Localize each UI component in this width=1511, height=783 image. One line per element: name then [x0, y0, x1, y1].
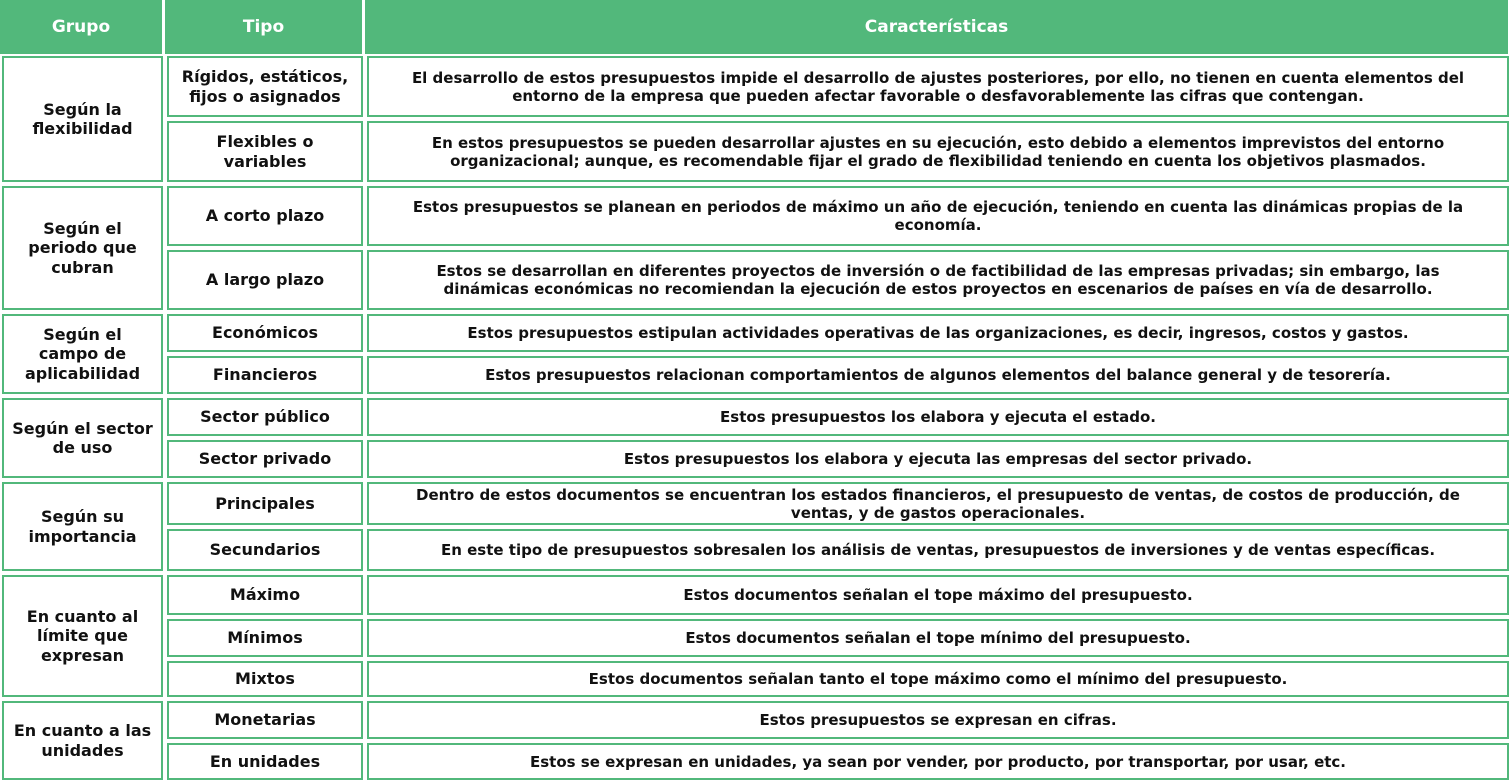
- group-cell: En cuanto a las unidades: [2, 701, 163, 780]
- group-cell: Según el campo de aplicabilidad: [2, 314, 163, 394]
- caracteristicas-cell: Estos presupuestos relacionan comportamientos de algunos elementos del balance general y de tesorería.: [367, 356, 1509, 394]
- tipo-cell: Financieros: [167, 356, 363, 394]
- caracteristicas-cell: Estos se desarrollan en diferentes proyectos de inversión o de factibilidad de las empresas privadas; sin embargo, las dinámicas económicas no recomiendan la ejecución de estos proyectos en escenarios de países en vía de desarrollo.: [367, 250, 1509, 310]
- tipo-cell: Sector privado: [167, 440, 363, 478]
- tipo-cell: Principales: [167, 482, 363, 525]
- caracteristicas-cell: Dentro de estos documentos se encuentran los estados financieros, el presupuesto de ventas, de costos de producción, de ventas, y de gastos operacionales.: [367, 482, 1509, 525]
- tipo-cell: Económicos: [167, 314, 363, 352]
- caracteristicas-cell: Estos presupuestos se expresan en cifras.: [367, 701, 1509, 739]
- group-cell: Según el periodo que cubran: [2, 186, 163, 310]
- caracteristicas-cell: Estos presupuestos los elabora y ejecuta las empresas del sector privado.: [367, 440, 1509, 478]
- caracteristicas-cell: Estos documentos señalan tanto el tope máximo como el mínimo del presupuesto.: [367, 661, 1509, 697]
- header-grupo: Grupo: [0, 0, 165, 54]
- tipo-cell: Máximo: [167, 575, 363, 615]
- caracteristicas-cell: Estos se expresan en unidades, ya sean por vender, por producto, por transportar, por usar, etc.: [367, 743, 1509, 780]
- tipo-cell: Flexibles o variables: [167, 121, 363, 182]
- group-cell: En cuanto al límite que expresan: [2, 575, 163, 697]
- header-tipo: Tipo: [165, 0, 365, 54]
- group-cell: Según su importancia: [2, 482, 163, 571]
- tipo-cell: Mínimos: [167, 619, 363, 657]
- tipo-cell: A corto plazo: [167, 186, 363, 246]
- caracteristicas-cell: Estos presupuestos estipulan actividades operativas de las organizaciones, es decir, ingresos, costos y gastos.: [367, 314, 1509, 352]
- caracteristicas-cell: En este tipo de presupuestos sobresalen los análisis de ventas, presupuestos de inversiones y de ventas específicas.: [367, 529, 1509, 571]
- tipo-cell: Mixtos: [167, 661, 363, 697]
- caracteristicas-cell: Estos documentos señalan el tope máximo del presupuesto.: [367, 575, 1509, 615]
- group-cell: Según el sector de uso: [2, 398, 163, 478]
- tipo-cell: Rígidos, estáticos, fijos o asignados: [167, 56, 363, 117]
- tipo-cell: A largo plazo: [167, 250, 363, 310]
- tipo-cell: Sector público: [167, 398, 363, 436]
- tipo-cell: En unidades: [167, 743, 363, 780]
- caracteristicas-cell: Estos documentos señalan el tope mínimo del presupuesto.: [367, 619, 1509, 657]
- caracteristicas-cell: Estos presupuestos los elabora y ejecuta el estado.: [367, 398, 1509, 436]
- tipo-cell: Secundarios: [167, 529, 363, 571]
- caracteristicas-cell: Estos presupuestos se planean en periodos de máximo un año de ejecución, teniendo en cuenta las dinámicas propias de la economía.: [367, 186, 1509, 246]
- group-cell: Según la flexibilidad: [2, 56, 163, 182]
- caracteristicas-cell: En estos presupuestos se pueden desarrollar ajustes en su ejecución, esto debido a elementos imprevistos del entorno organizacional; aunque, es recomendable fijar el grado de flexibilidad teniendo en cuenta los objetivos plasmados.: [367, 121, 1509, 182]
- header-caracteristicas: Características: [365, 0, 1511, 54]
- caracteristicas-cell: El desarrollo de estos presupuestos impide el desarrollo de ajustes posteriores, por ello, no tienen en cuenta elementos del entorno de la empresa que pueden afectar favorable o desfavorablemente las cifras que contengan.: [367, 56, 1509, 117]
- tipo-cell: Monetarias: [167, 701, 363, 739]
